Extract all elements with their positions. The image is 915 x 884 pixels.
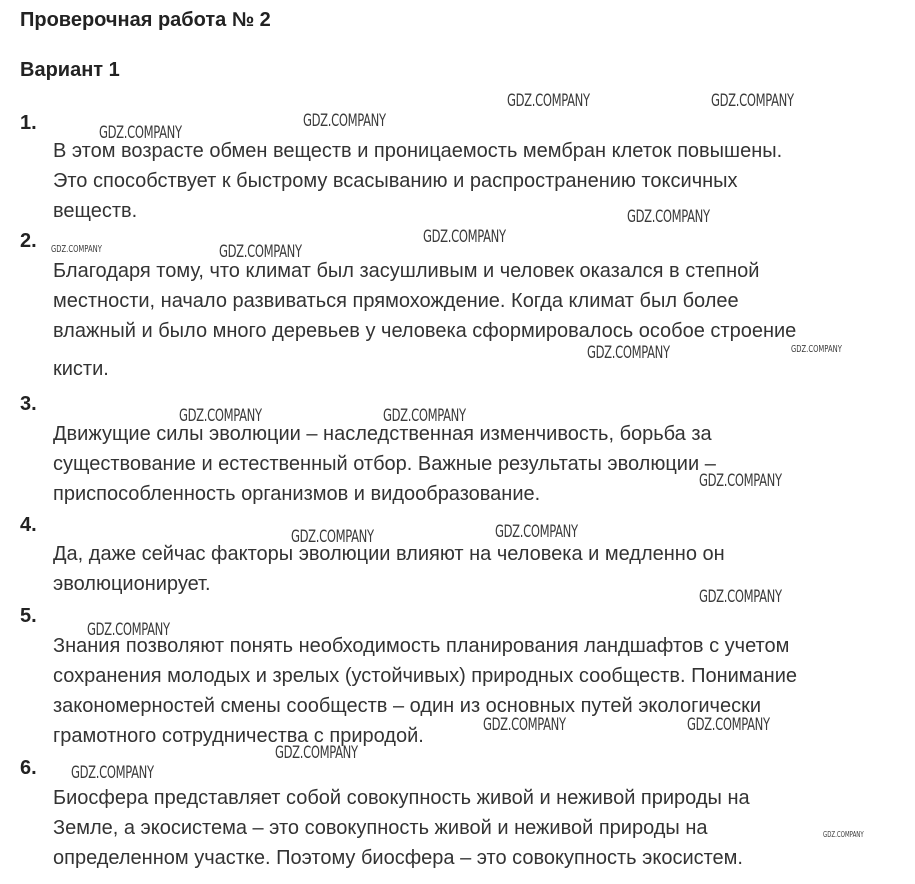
watermark: GDZ.COMPANY <box>219 242 302 262</box>
answer-line: кисти. <box>53 358 109 380</box>
answer-text-3 <box>53 419 911 509</box>
answer-text-4 <box>53 539 911 599</box>
answer-line: закономерностей смены сообществ – один из основных путей экологически <box>53 695 762 717</box>
answer-line: существование и естественный отбор. Важные результаты эволюции – <box>53 453 716 475</box>
watermark: GDZ.COMPANY <box>699 587 782 607</box>
answer-number-1: 1. <box>20 112 37 134</box>
answer-line: местности, начало развиваться прямохождение. Когда климат был более <box>53 290 739 312</box>
answer-number-3: 3. <box>20 393 37 415</box>
watermark: GDZ.COMPANY <box>495 522 578 542</box>
answer-line: Биосфера представляет собой совокупность живой и неживой природы на <box>53 787 750 809</box>
watermark: GDZ.COMPANY <box>291 527 374 547</box>
answer-line: грамотного сотрудничества с природой. <box>53 725 424 747</box>
watermark: GDZ.COMPANY <box>303 111 386 131</box>
answer-line: сохранения молодых и зрелых (устойчивых) природных сообществ. Понимание <box>53 665 797 687</box>
watermark: GDZ.COMPANY <box>71 763 154 783</box>
answer-line: определенном участке. Поэтому биосфера – это совокупность экосистем. <box>53 847 743 869</box>
answer-number-4: 4. <box>20 514 37 536</box>
answer-line: Знания позволяют понять необходимость планирования ландшафтов с учетом <box>53 635 790 657</box>
watermark: GDZ.COMPANY <box>507 91 590 111</box>
watermark: GDZ.COMPANY <box>51 244 102 255</box>
answer-text-1 <box>53 136 911 226</box>
answer-text-2 <box>53 256 911 384</box>
watermark: GDZ.COMPANY <box>791 344 842 355</box>
answer-line: приспособленность организмов и видообразование. <box>53 483 541 505</box>
watermark: GDZ.COMPANY <box>687 715 770 735</box>
answer-line: Благодаря тому, что климат был засушливым и человек оказался в степной <box>53 260 760 282</box>
answer-line: эволюционирует. <box>53 573 211 595</box>
watermark: GDZ.COMPANY <box>627 207 710 227</box>
answer-line: Движущие силы эволюции – наследственная изменчивость, борьба за <box>53 423 712 445</box>
answer-text-5 <box>53 631 911 751</box>
watermark: GDZ.COMPANY <box>423 227 506 247</box>
watermark: GDZ.COMPANY <box>587 343 670 363</box>
watermark: GDZ.COMPANY <box>179 406 262 426</box>
answer-line: веществ. <box>53 200 138 222</box>
watermark: GDZ.COMPANY <box>823 830 864 839</box>
answer-text-6 <box>53 783 911 873</box>
watermark: GDZ.COMPANY <box>87 620 170 640</box>
watermark: GDZ.COMPANY <box>383 406 466 426</box>
watermark: GDZ.COMPANY <box>483 715 566 735</box>
watermark: GDZ.COMPANY <box>699 471 782 491</box>
answer-line: Земле, а экосистема – это совокупность живой и неживой природы на <box>53 817 708 839</box>
watermark: GDZ.COMPANY <box>99 123 182 143</box>
watermark: GDZ.COMPANY <box>711 91 794 111</box>
answer-line: Это способствует к быстрому всасыванию и распространению токсичных <box>53 170 738 192</box>
page-title: Проверочная работа № 2 <box>20 9 271 31</box>
variant-title: Вариант 1 <box>20 59 120 81</box>
answer-line: влажный и было много деревьев у человека сформировалось особое строение <box>53 320 797 342</box>
watermark: GDZ.COMPANY <box>275 743 358 763</box>
answer-number-6: 6. <box>20 757 37 779</box>
answer-number-2: 2. <box>20 230 37 252</box>
answer-line: В этом возрасте обмен веществ и проницаемость мембран клеток повышены. <box>53 140 783 162</box>
answer-line: Да, даже сейчас факторы эволюции влияют на человека и медленно он <box>53 543 725 565</box>
answer-number-5: 5. <box>20 605 37 627</box>
